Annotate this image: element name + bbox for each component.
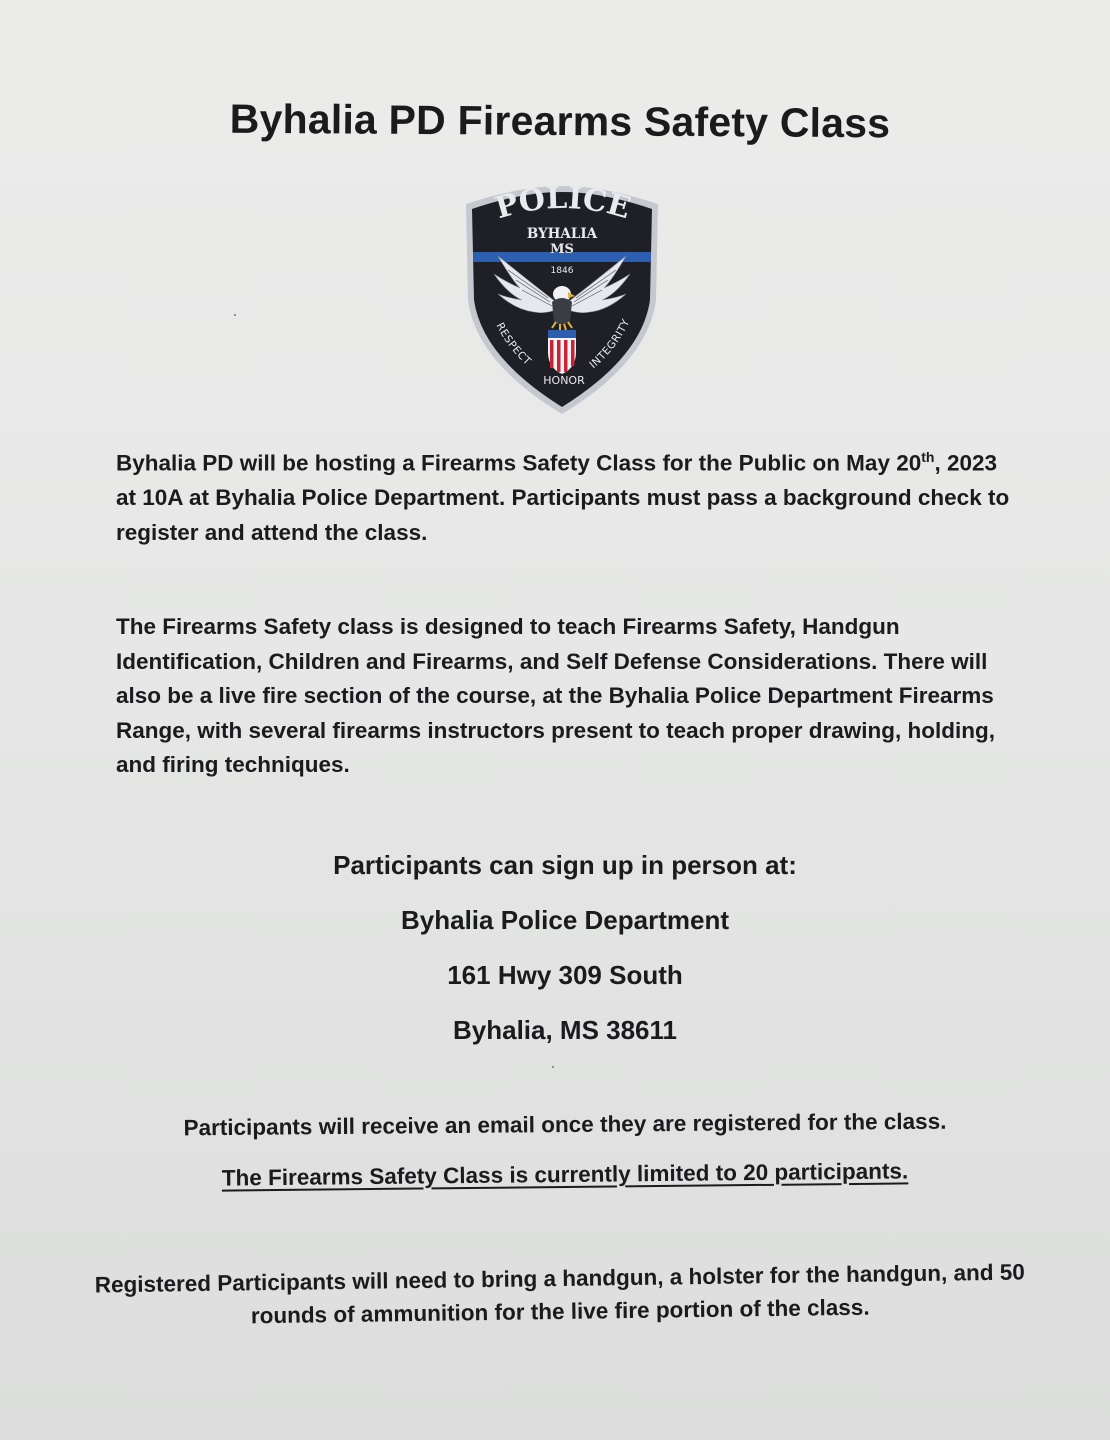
police-badge-logo <box>460 182 664 418</box>
signup-location-name: Byhalia Police Department <box>401 905 729 935</box>
paper-speck <box>234 314 236 316</box>
badge-respect-text: RESPECT <box>493 320 534 368</box>
badge-police-text: POLICE <box>491 182 635 227</box>
course-description-paragraph: The Firearms Safety class is designed to teach Firearms Safety, Handgun Identification, Children and Firearms, and Self Defense Considerations. There will also be a live fire section of the course, at the Byhalia Police Department Firearms Range, with several firearms instructors present to teach proper drawing, holding, and firing techniques. <box>116 614 995 777</box>
badge-honor-text: HONOR <box>543 374 585 387</box>
announcement-superscript: th <box>921 449 935 465</box>
required-items-note: Registered Participants will need to bring a handgun, a holster for the handgun, and 50 rounds of ammunition for the live fire portion of the class. <box>94 1259 1025 1329</box>
announcement-text-part1: Byhalia PD will be hosting a Firearms Safety Class for the Public on May 20 <box>116 450 922 476</box>
signup-city-address: Byhalia, MS 38611 <box>452 1015 678 1045</box>
badge-city-text: BYHALIA <box>526 226 598 242</box>
signup-street-address: 161 Hwy 309 South <box>447 960 683 990</box>
flyer-title: Byhalia PD Firearms Safety Class <box>229 95 891 147</box>
event-announcement-paragraph <box>116 440 1016 550</box>
badge-state-text: MS <box>550 242 574 257</box>
participant-limit-note <box>0 1156 1110 1194</box>
paper-speck <box>552 1066 554 1068</box>
email-confirmation-note: Participants will receive an email once they are registered for the class. <box>183 1108 947 1141</box>
signup-heading: Participants can sign up in person at: <box>333 850 797 880</box>
badge-integrity-text: INTEGRITY <box>587 316 633 372</box>
badge-year-text: 1846 <box>550 266 574 276</box>
announcement-text-part2: , 2023 at 10A at Byhalia Police Department. Participants must pass a background check to register and attend the class. <box>116 450 1010 545</box>
participant-limit-text: The Firearms Safety Class is currently limited to 20 participants. <box>221 1158 909 1191</box>
